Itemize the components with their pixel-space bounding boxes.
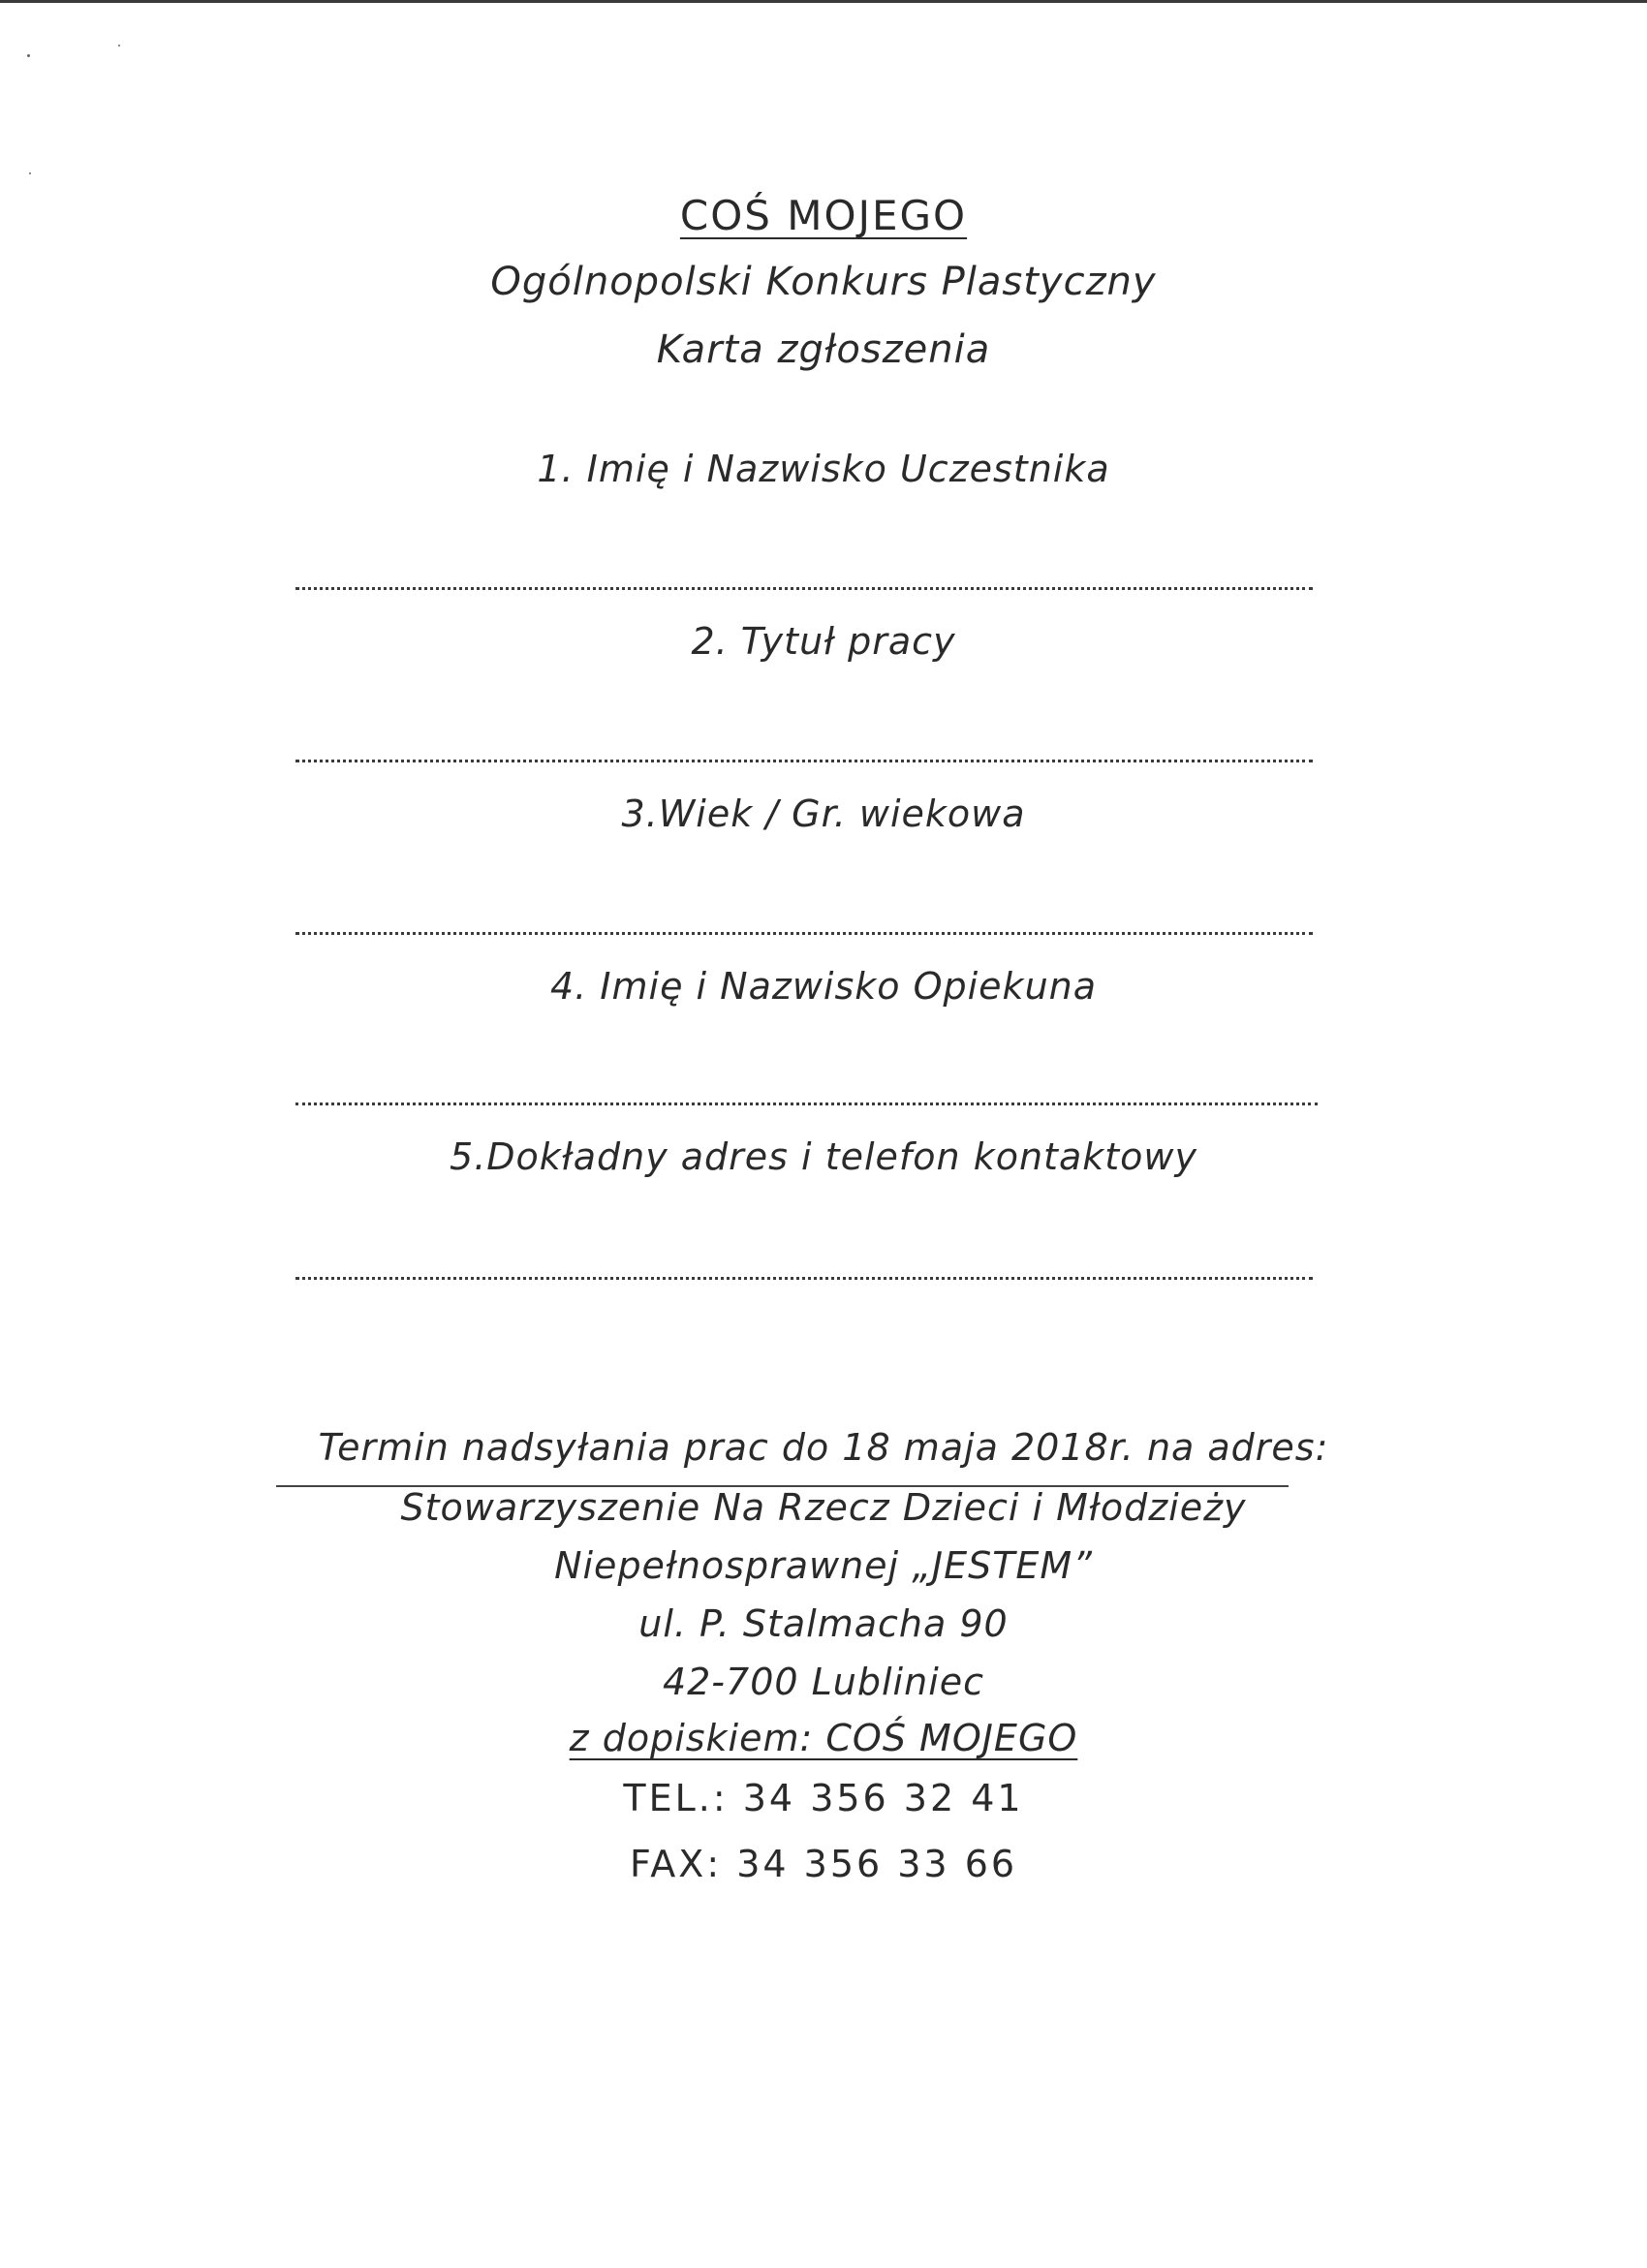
contest-subtitle: Ogólnopolski Konkurs Plastyczny — [490, 260, 1157, 304]
organization-line-1: Stowarzyszenie Na Rzecz Dzieci i Młodzieży — [400, 1486, 1247, 1529]
field-label-participant: 1. Imię i Nazwisko Uczestnika — [537, 448, 1110, 490]
answer-line-participant[interactable] — [295, 587, 1313, 590]
form-title: COŚ MOJEGO — [679, 192, 968, 239]
answer-line-guardian[interactable] — [295, 1103, 1318, 1105]
answer-line-contact[interactable] — [295, 1277, 1313, 1280]
deadline-text: Termin nadsyłania prac do 18 maja 2018r. na adres: — [318, 1426, 1329, 1469]
scan-edge — [0, 0, 1647, 3]
scan-speck — [118, 45, 120, 47]
envelope-note: z dopiskiem: COŚ MOJEGO — [569, 1717, 1078, 1759]
field-label-guardian: 4. Imię i Nazwisko Opiekuna — [549, 965, 1098, 1008]
telephone: TEL.: 34 356 32 41 — [623, 1777, 1024, 1819]
field-label-title: 2. Tytuł pracy — [691, 620, 956, 663]
postal-city: 42-700 Lubliniec — [662, 1661, 985, 1703]
field-label-contact: 5.Dokładny adres i telefon kontaktowy — [450, 1135, 1197, 1178]
fax: FAX: 34 356 33 66 — [629, 1843, 1018, 1885]
street-address: ul. P. Stalmacha 90 — [638, 1602, 1009, 1645]
answer-line-age[interactable] — [295, 932, 1313, 935]
field-label-age: 3.Wiek / Gr. wiekowa — [621, 792, 1026, 835]
organization-line-2: Niepełnosprawnej „JESTEM” — [554, 1544, 1093, 1587]
answer-line-title[interactable] — [295, 760, 1313, 762]
form-name: Karta zgłoszenia — [656, 327, 991, 372]
scan-speck — [29, 172, 31, 174]
scan-speck — [27, 54, 30, 57]
